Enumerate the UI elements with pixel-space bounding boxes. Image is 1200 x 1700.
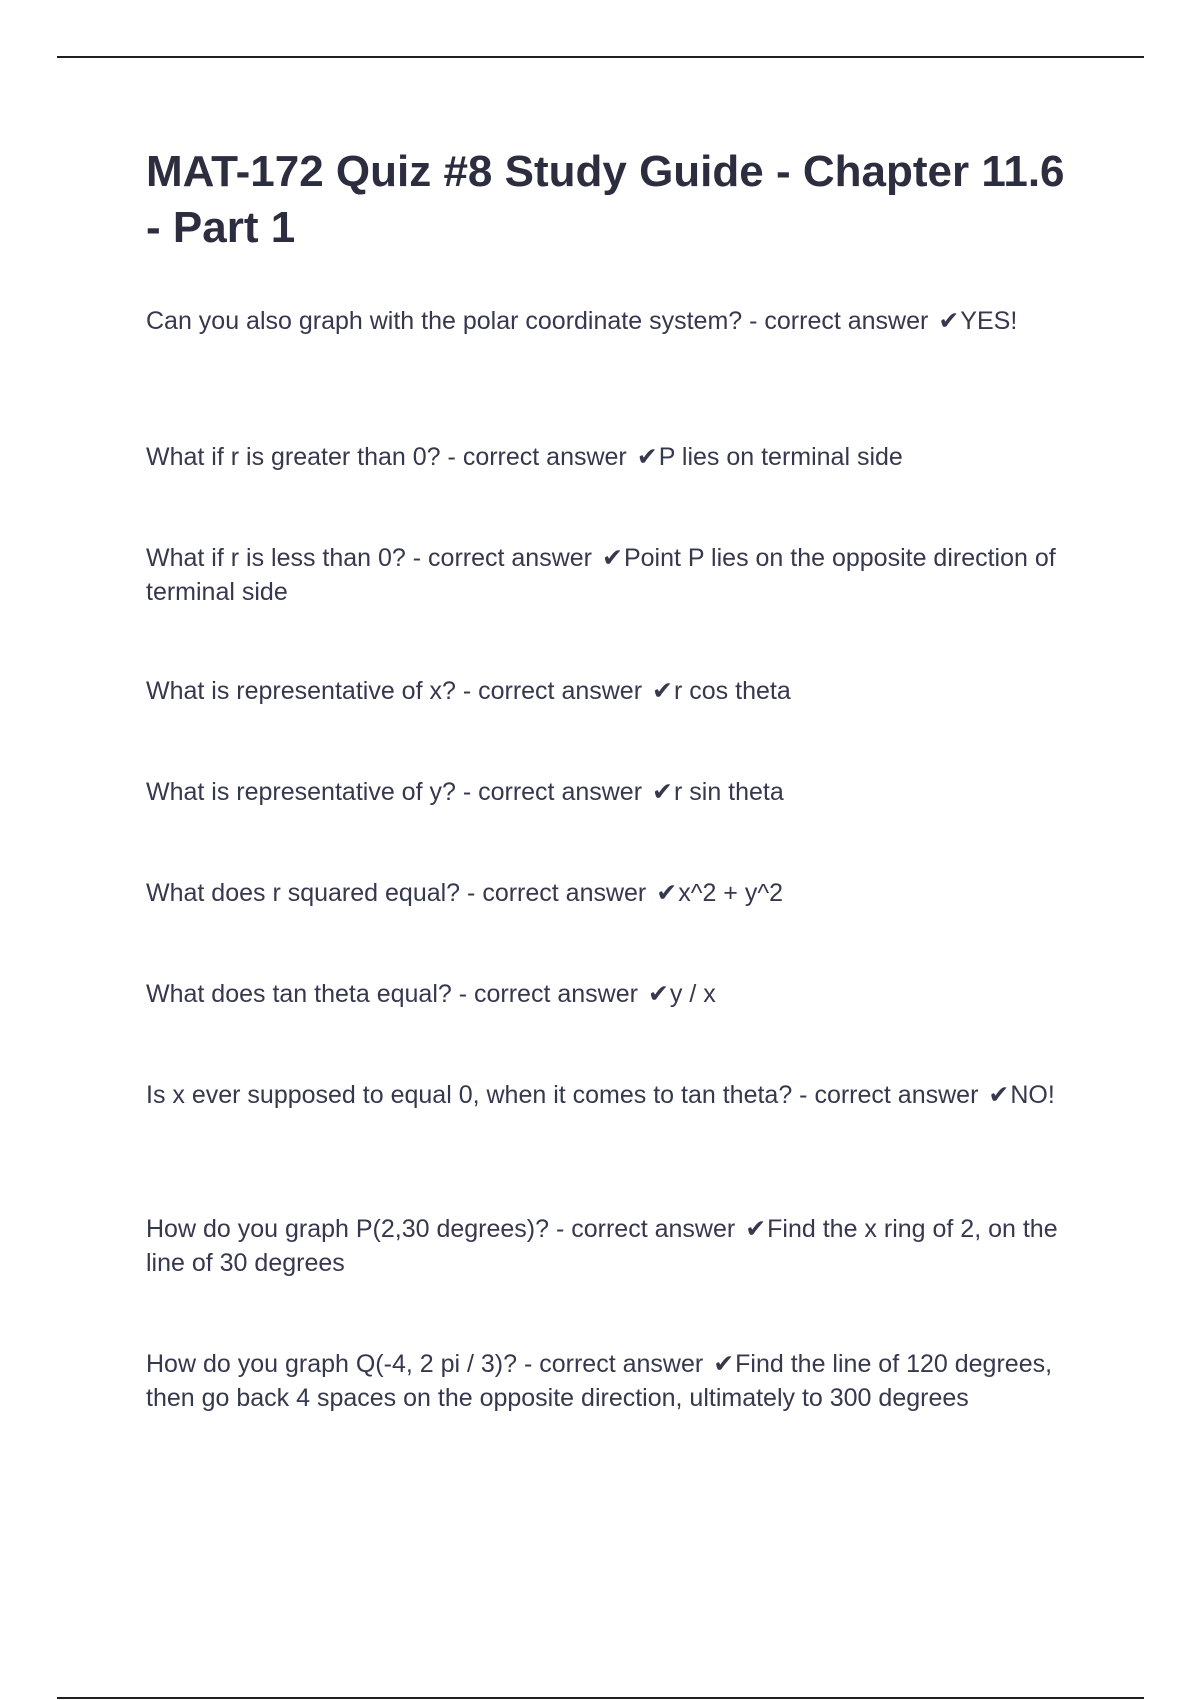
qa-item: How do you graph P(2,30 degrees)? - correct answer ✔Find the x ring of 2, on the line of 30 degrees bbox=[146, 1212, 1086, 1280]
answer-marker: correct answer bbox=[474, 980, 638, 1008]
answer-text: NO! bbox=[1010, 1081, 1055, 1109]
checkmark-icon: ✔ bbox=[713, 1350, 735, 1378]
checkmark-icon: ✔ bbox=[745, 1215, 767, 1243]
answer-text: Point P lies on the opposite direction of terminal side bbox=[146, 544, 1056, 606]
answer-marker: correct answer bbox=[478, 677, 643, 705]
qa-item: What does tan theta equal? - correct answer ✔y / x bbox=[146, 977, 1086, 1011]
answer-text: x^2 + y^2 bbox=[678, 879, 783, 907]
question-text: Can you also graph with the polar coordinate system? bbox=[146, 307, 743, 335]
qa-item: What is representative of y? - correct answer ✔r sin theta bbox=[146, 775, 1086, 809]
checkmark-icon: ✔ bbox=[602, 544, 623, 572]
answer-marker: correct answer bbox=[571, 1215, 736, 1243]
question-text: How do you graph P(2,30 degrees)? bbox=[146, 1215, 550, 1243]
checkmark-icon: ✔ bbox=[656, 879, 678, 907]
qa-item: Can you also graph with the polar coordinate system? - correct answer ✔YES! bbox=[146, 304, 1086, 338]
question-text: What if r is less than 0? bbox=[146, 544, 406, 572]
answer-text: Find the line of 120 degrees, then go back 4 spaces on the opposite direction, ultimately to 300 degrees bbox=[146, 1350, 1053, 1412]
answer-marker: correct answer bbox=[462, 443, 627, 471]
answer-marker: correct answer bbox=[539, 1350, 704, 1378]
answer-text: r sin theta bbox=[674, 778, 784, 806]
question-text: Is x ever supposed to equal 0, when it comes to tan theta? bbox=[146, 1081, 793, 1109]
answer-text: P lies on terminal side bbox=[658, 443, 903, 471]
answer-marker: correct answer bbox=[814, 1081, 979, 1109]
qa-item: What if r is less than 0? - correct answer ✔Point P lies on the opposite direction of terminal side bbox=[146, 541, 1086, 609]
answer-text: y / x bbox=[669, 980, 716, 1008]
checkmark-icon: ✔ bbox=[636, 443, 658, 471]
checkmark-icon: ✔ bbox=[652, 778, 673, 806]
qa-item: Is x ever supposed to equal 0, when it comes to tan theta? - correct answer ✔NO! bbox=[146, 1078, 1086, 1112]
question-text: What if r is greater than 0? bbox=[146, 443, 441, 471]
answer-text: YES! bbox=[960, 307, 1018, 335]
answer-marker: correct answer bbox=[764, 307, 929, 335]
qa-item: How do you graph Q(-4, 2 pi / 3)? - correct answer ✔Find the line of 120 degrees, then go back 4 spaces on the opposite direction, ultimately to 300 degrees bbox=[146, 1347, 1086, 1415]
qa-item: What if r is greater than 0? - correct answer ✔P lies on terminal side bbox=[146, 440, 1086, 474]
question-text: What does tan theta equal? bbox=[146, 980, 452, 1008]
top-divider bbox=[57, 56, 1144, 58]
answer-text: r cos theta bbox=[674, 677, 791, 705]
question-text: What is representative of y? bbox=[146, 778, 456, 806]
checkmark-icon: ✔ bbox=[652, 677, 673, 705]
qa-item: What is representative of x? - correct answer ✔r cos theta bbox=[146, 674, 1086, 708]
checkmark-icon: ✔ bbox=[988, 1081, 1010, 1109]
checkmark-icon: ✔ bbox=[938, 307, 960, 335]
question-text: What is representative of x? bbox=[146, 677, 456, 705]
checkmark-icon: ✔ bbox=[647, 980, 669, 1008]
document-title: MAT-172 Quiz #8 Study Guide - Chapter 11.6 - Part 1 bbox=[146, 147, 1065, 252]
qa-item: What does r squared equal? - correct answer ✔x^2 + y^2 bbox=[146, 876, 1086, 910]
answer-text: Find the x ring of 2, on the line of 30 degrees bbox=[146, 1215, 1058, 1277]
question-text: What does r squared equal? bbox=[146, 879, 461, 907]
question-text: How do you graph Q(-4, 2 pi / 3)? bbox=[146, 1350, 518, 1378]
bottom-divider bbox=[57, 1697, 1144, 1699]
answer-marker: correct answer bbox=[428, 544, 592, 572]
answer-marker: correct answer bbox=[482, 879, 647, 907]
answer-marker: correct answer bbox=[478, 778, 643, 806]
